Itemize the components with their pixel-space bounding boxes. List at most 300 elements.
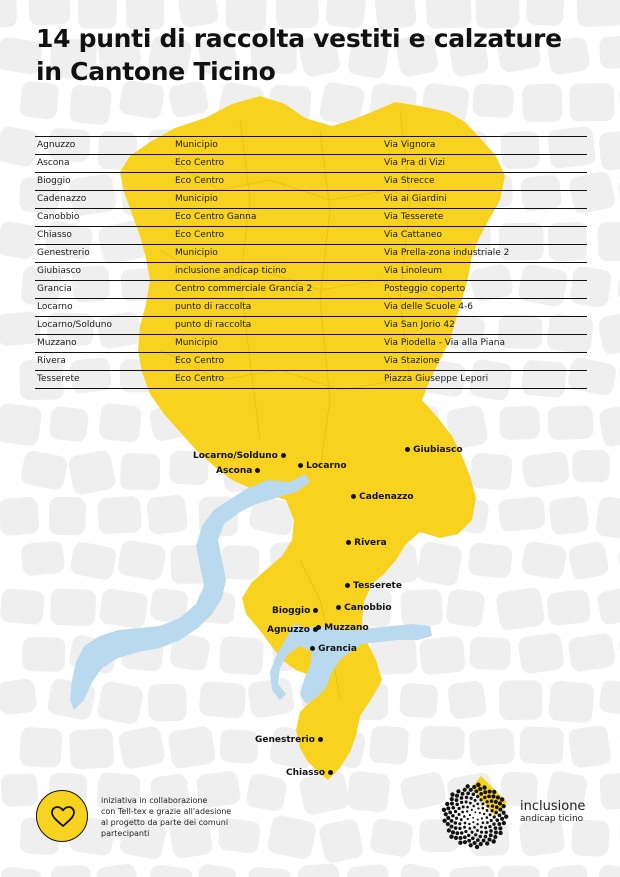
cobblestone xyxy=(51,865,92,877)
logo-dot xyxy=(491,804,494,807)
map-pin-label: Muzzano xyxy=(324,623,369,633)
logo-dot xyxy=(476,829,479,832)
cobblestone xyxy=(369,725,410,765)
table-row xyxy=(35,371,587,389)
logo-dot xyxy=(493,815,496,818)
logo-dot xyxy=(486,821,489,824)
logo-dot xyxy=(463,835,467,839)
logo-dot xyxy=(485,841,489,845)
cobblestone xyxy=(598,679,620,716)
cobblestone xyxy=(346,863,391,877)
table-row xyxy=(35,281,587,299)
logo-dot xyxy=(494,800,498,804)
logo-dot xyxy=(494,826,498,830)
cell-luogo: Municipio xyxy=(175,248,218,258)
map-pin-grancia xyxy=(310,644,357,655)
cobblestone xyxy=(517,632,565,674)
map-pin-locarno-solduno xyxy=(193,451,286,462)
logo-dot xyxy=(492,790,496,794)
logo-dot xyxy=(467,818,469,820)
map-pin-label: Ascona xyxy=(216,466,253,476)
cobblestone xyxy=(595,496,620,541)
table-row xyxy=(35,209,587,227)
cobblestone xyxy=(448,865,496,877)
logo-dot xyxy=(454,826,458,830)
logo-dot xyxy=(451,830,455,834)
logo-dot xyxy=(465,784,469,788)
map-pin-label: Giubiasco xyxy=(413,445,463,455)
logo-dot xyxy=(450,825,454,829)
logo-sunflower-icon xyxy=(442,783,509,850)
logo-dot xyxy=(458,822,461,825)
cell-indirizzo: Via ai Giardini xyxy=(384,194,447,204)
cell-indirizzo: Via Vignora xyxy=(384,140,436,150)
map-pin-label: Tesserete xyxy=(353,581,402,591)
logo-dot xyxy=(463,788,467,792)
map-pin-dot xyxy=(281,453,286,458)
logo-dot xyxy=(494,811,498,815)
cobblestone xyxy=(147,864,194,877)
logo-dot xyxy=(459,836,463,840)
cell-comune: Locarno/Solduno xyxy=(37,320,112,330)
title-line-2: in Cantone Ticino xyxy=(36,57,276,86)
logo-dot xyxy=(469,788,473,792)
cobblestone xyxy=(297,863,341,877)
cobblestone xyxy=(69,541,117,581)
map-pin-muzzano xyxy=(316,623,369,634)
cell-luogo: punto di raccolta xyxy=(175,302,252,312)
cobblestone xyxy=(369,817,414,857)
footer-line: iniziativa in collaborazione xyxy=(101,796,208,805)
cell-indirizzo: Via San Jorio 42 xyxy=(384,320,455,330)
logo-dot xyxy=(479,842,483,846)
map-pin-rivera xyxy=(346,538,387,549)
logo-dot xyxy=(454,810,457,813)
map-pin-dot xyxy=(351,494,356,499)
logo-dot xyxy=(469,802,472,805)
cobblestone xyxy=(522,83,563,122)
logo-subtitle: andicap ticino xyxy=(520,814,584,824)
logo-dot xyxy=(476,783,480,787)
logo-dot xyxy=(466,806,469,809)
logo-dot xyxy=(482,839,486,843)
cell-comune: Giubiasco xyxy=(37,266,82,276)
cell-comune: Chiasso xyxy=(37,230,72,240)
logo-dot xyxy=(475,845,479,849)
cobblestone xyxy=(245,773,288,813)
logo-dot xyxy=(488,825,491,828)
logo-dot xyxy=(489,833,493,837)
cell-indirizzo: Via Pra di Vizi xyxy=(384,158,445,168)
cobblestone xyxy=(594,863,620,877)
cell-indirizzo: Via Prella-zona industriale 2 xyxy=(384,248,510,258)
map-pin-label: Locarno/Solduno xyxy=(193,451,278,461)
cobblestone xyxy=(548,680,595,724)
cobblestone xyxy=(499,406,540,440)
cell-comune: Canobbio xyxy=(37,212,80,222)
cobblestone xyxy=(0,402,42,446)
logo-dot xyxy=(495,818,499,822)
logo-dot xyxy=(480,831,483,834)
logo-dot xyxy=(494,831,498,835)
cobblestone xyxy=(117,539,167,582)
logo-dot xyxy=(476,795,479,798)
logo-dot xyxy=(472,785,476,789)
cell-comune: Ascona xyxy=(37,158,70,168)
cobblestone xyxy=(220,545,260,581)
logo-name: inclusione xyxy=(520,799,586,814)
logo-dot xyxy=(480,826,483,829)
cobblestone xyxy=(346,770,391,813)
logo-dot xyxy=(450,802,454,806)
logo-dot xyxy=(471,809,473,811)
logo-dot xyxy=(460,818,463,821)
cobblestone xyxy=(120,453,160,491)
logo-dot xyxy=(463,840,467,844)
logo-dot xyxy=(478,787,482,791)
cell-comune: Muzzano xyxy=(37,338,77,348)
cobblestone xyxy=(0,678,38,716)
cobblestone xyxy=(469,452,513,491)
heart-icon xyxy=(50,804,76,830)
map-pin-dot xyxy=(310,646,315,651)
logo-dot xyxy=(490,799,494,803)
cobblestone xyxy=(567,632,616,672)
logo-dot xyxy=(465,800,468,803)
logo-dot xyxy=(451,814,455,818)
cobblestone xyxy=(548,495,590,535)
logo-dot xyxy=(448,810,452,814)
logo-dot xyxy=(476,838,480,842)
cell-luogo: Eco Centro xyxy=(175,374,225,384)
cell-comune: Cadenazzo xyxy=(37,194,87,204)
logo-dot xyxy=(493,835,497,839)
cell-comune: Grancia xyxy=(37,284,72,294)
cell-luogo: Municipio xyxy=(175,338,218,348)
logo-dot xyxy=(497,822,501,826)
map-pin-label: Agnuzzo xyxy=(267,625,310,635)
cobblestone xyxy=(247,867,292,877)
logo-dot xyxy=(458,827,461,830)
logo-dot xyxy=(472,817,474,819)
cell-luogo: Eco Centro Ganna xyxy=(175,212,257,222)
logo-dot xyxy=(464,830,467,833)
cobblestone xyxy=(498,866,540,877)
logo-dot xyxy=(482,785,486,789)
logo-dot xyxy=(481,817,483,819)
cobblestone xyxy=(0,0,17,28)
cobblestone xyxy=(266,814,317,861)
cobblestone xyxy=(96,680,145,726)
map-pin-label: Genestrerio xyxy=(255,735,315,745)
map-pin-dot xyxy=(336,605,341,610)
logo-dot xyxy=(442,808,446,812)
cobblestone xyxy=(445,588,486,628)
cobblestone xyxy=(598,130,620,171)
logo-dot xyxy=(498,801,502,805)
logo-dot xyxy=(492,822,495,825)
logo-dot xyxy=(489,829,493,833)
map-pin-dot xyxy=(328,770,333,775)
collection-points-table xyxy=(35,136,587,389)
logo-dot xyxy=(474,789,478,793)
logo-dot xyxy=(485,831,488,834)
footer-line: partecipanti xyxy=(101,829,150,838)
cobblestone xyxy=(498,496,547,533)
cobblestone xyxy=(219,729,259,764)
title-line-1: 14 punti di raccolta vestiti e calzature xyxy=(36,24,562,53)
logo-dot xyxy=(486,800,489,803)
cobblestone xyxy=(0,588,45,625)
logo-dot xyxy=(454,821,457,824)
logo-dot xyxy=(502,804,506,808)
cobblestone xyxy=(577,0,620,27)
logo-dot xyxy=(474,811,476,813)
logo-dot xyxy=(474,799,477,802)
cobblestone xyxy=(198,681,246,719)
cobblestone xyxy=(146,494,189,535)
cell-luogo: Eco Centro xyxy=(175,158,225,168)
table-row xyxy=(35,173,587,191)
cobblestone xyxy=(547,405,593,440)
cobblestone xyxy=(22,637,66,672)
map-pin-dot xyxy=(318,737,323,742)
cell-luogo: inclusione andicap ticino xyxy=(175,266,287,276)
logo-dot xyxy=(477,819,479,821)
logo-dot xyxy=(489,813,492,816)
logo-dot xyxy=(458,841,462,845)
cobblestone xyxy=(399,683,439,719)
logo-dot xyxy=(464,822,467,825)
logo-dot xyxy=(504,814,508,818)
logo-dot xyxy=(471,831,474,834)
cell-indirizzo: Via Cattaneo xyxy=(384,230,442,240)
cell-indirizzo: Via Linoleum xyxy=(384,266,443,276)
cobblestone xyxy=(98,588,149,630)
logo-dot xyxy=(498,813,502,817)
cobblestone xyxy=(447,680,487,720)
logo-dot xyxy=(461,811,464,814)
logo-dot xyxy=(482,807,485,810)
cell-indirizzo: Via delle Scuole 4-6 xyxy=(384,302,473,312)
logo-dot xyxy=(463,826,466,829)
logo-dot xyxy=(487,837,491,841)
cobblestone xyxy=(495,587,545,631)
cobblestone xyxy=(400,589,443,628)
map-pin-dot xyxy=(313,608,318,613)
logo-dot xyxy=(495,805,499,809)
cobblestone xyxy=(50,588,96,626)
cobblestone xyxy=(597,310,620,356)
cobblestone xyxy=(468,728,515,767)
cobblestone xyxy=(520,540,567,580)
logo-dot xyxy=(446,822,450,826)
map-pin-label: Grancia xyxy=(318,644,357,654)
cobblestone xyxy=(0,866,43,877)
cobblestone xyxy=(67,449,117,496)
map-pin-label: Rivera xyxy=(354,538,387,548)
logo-dot xyxy=(500,817,504,821)
cobblestone xyxy=(521,451,570,489)
cell-indirizzo: Posteggio coperto xyxy=(384,284,466,294)
logo-dot xyxy=(460,831,464,835)
cell-luogo: Eco Centro xyxy=(175,176,225,186)
map-pin-label: Canobbio xyxy=(344,603,392,613)
map-pin-dot xyxy=(345,583,350,588)
cobblestone xyxy=(0,496,40,536)
cobblestone xyxy=(247,677,296,719)
logo-dot xyxy=(485,816,488,819)
logo-dot xyxy=(444,812,448,816)
map-pin-dot xyxy=(405,447,410,452)
logo-dot xyxy=(483,796,486,799)
page-title xyxy=(36,22,562,88)
table-row xyxy=(35,137,587,155)
logo-dot xyxy=(451,806,455,810)
logo-dot xyxy=(482,821,485,824)
logo-dot xyxy=(469,814,471,816)
logo-dot xyxy=(479,792,483,796)
cobblestone xyxy=(396,862,442,877)
cobblestone xyxy=(568,724,612,769)
cobblestone xyxy=(69,84,113,125)
logo-dot xyxy=(468,827,471,830)
cell-comune: Tesserete xyxy=(37,374,80,384)
cobblestone xyxy=(95,863,140,877)
footer-line: al progetto da parte dei comuni xyxy=(101,818,229,827)
cobblestone xyxy=(19,449,68,491)
cell-comune: Rivera xyxy=(37,356,66,366)
cobblestone xyxy=(69,728,115,770)
logo-dot xyxy=(502,821,506,825)
cobblestone xyxy=(597,221,620,261)
map-pin-dot xyxy=(316,625,321,630)
logo-dot xyxy=(466,810,468,812)
cobblestone xyxy=(519,726,564,764)
logo-dot xyxy=(460,801,463,804)
table-row xyxy=(35,317,587,335)
table-row xyxy=(35,299,587,317)
map-pin-ascona xyxy=(216,466,260,477)
map-pin-giubiasco xyxy=(405,445,463,456)
logo-dot xyxy=(473,841,477,845)
logo-dot xyxy=(467,839,471,843)
cobblestone xyxy=(167,725,216,769)
cell-luogo: Municipio xyxy=(175,194,218,204)
logo-dot xyxy=(471,836,475,840)
cobblestone xyxy=(98,403,142,443)
logo-dot xyxy=(476,823,478,825)
cobblestone xyxy=(546,589,591,626)
cobblestone xyxy=(97,496,142,535)
cobblestone xyxy=(416,540,464,587)
table-row xyxy=(35,353,587,371)
cobblestone xyxy=(469,637,511,671)
logo-dot xyxy=(476,802,479,805)
logo-dot xyxy=(455,831,459,835)
logo-dot xyxy=(488,789,492,793)
logo-dot xyxy=(479,835,483,839)
logo-dot xyxy=(477,807,479,809)
logo-dot xyxy=(470,797,473,800)
cobblestone xyxy=(569,83,614,121)
logo-dot xyxy=(442,819,446,823)
logo-dot xyxy=(450,792,454,796)
map-pin-bioggio xyxy=(272,606,318,617)
logo-dot xyxy=(490,809,493,812)
logo-dot xyxy=(483,790,487,794)
cell-comune: Locarno xyxy=(37,302,73,312)
cobblestone xyxy=(467,542,513,579)
table-row xyxy=(35,263,587,281)
logo-dot xyxy=(468,843,472,847)
footer-line: con Tell-tex e grazie all'adesione xyxy=(101,807,232,816)
logo-dot xyxy=(445,802,449,806)
map-pin-dot xyxy=(346,540,351,545)
logo-dot xyxy=(450,797,454,801)
cobblestone xyxy=(420,725,466,760)
logo-dot xyxy=(491,839,495,843)
logo-dot xyxy=(483,813,485,815)
table-row xyxy=(35,335,587,353)
logo-dot xyxy=(491,794,495,798)
cobblestone xyxy=(49,497,86,536)
logo-dot xyxy=(500,797,504,801)
map-pin-label: Chiasso xyxy=(286,768,326,778)
logo-dot xyxy=(455,803,459,807)
map-pin-label: Locarno xyxy=(306,461,347,471)
cobblestone xyxy=(117,725,166,771)
logo-dot xyxy=(468,823,470,825)
map-pin-locarno xyxy=(298,461,347,472)
cobblestone xyxy=(0,125,40,168)
cell-comune: Bioggio xyxy=(37,176,71,186)
footer-note xyxy=(101,795,231,839)
cobblestone xyxy=(598,403,620,448)
cell-comune: Agnuzzo xyxy=(37,140,76,150)
cell-indirizzo: Via Strecce xyxy=(384,176,435,186)
logo-dot xyxy=(481,802,484,805)
cobblestone xyxy=(547,864,590,877)
cobblestone xyxy=(572,450,610,483)
cobblestone xyxy=(418,635,466,676)
cobblestone xyxy=(48,405,89,442)
logo-dot xyxy=(498,831,502,835)
logo-dot xyxy=(454,836,458,840)
map-pin-label: Bioggio xyxy=(272,606,311,616)
cell-luogo: Centro commerciale Grancia 2 xyxy=(175,284,313,294)
logo-dot xyxy=(486,809,489,812)
logo-dot xyxy=(479,812,481,814)
cell-indirizzo: Piazza Giuseppe Lepori xyxy=(384,374,489,384)
map-pin-dot xyxy=(298,463,303,468)
logo-dot xyxy=(446,816,450,820)
logo-dot xyxy=(496,795,500,799)
map-pin-agnuzzo xyxy=(267,625,318,636)
logo-dot xyxy=(484,835,488,839)
cobblestone xyxy=(219,636,265,676)
logo-dot xyxy=(450,819,454,823)
logo-dot xyxy=(498,808,502,812)
table-row xyxy=(35,245,587,263)
map-pin-cadenazzo xyxy=(351,492,414,503)
map-pin-chiasso xyxy=(286,768,333,779)
map-pin-tesserete xyxy=(345,581,402,592)
cobblestone xyxy=(20,540,65,576)
cell-luogo: punto di raccolta xyxy=(175,320,252,330)
table-row xyxy=(35,227,587,245)
logo-dot xyxy=(490,819,493,822)
